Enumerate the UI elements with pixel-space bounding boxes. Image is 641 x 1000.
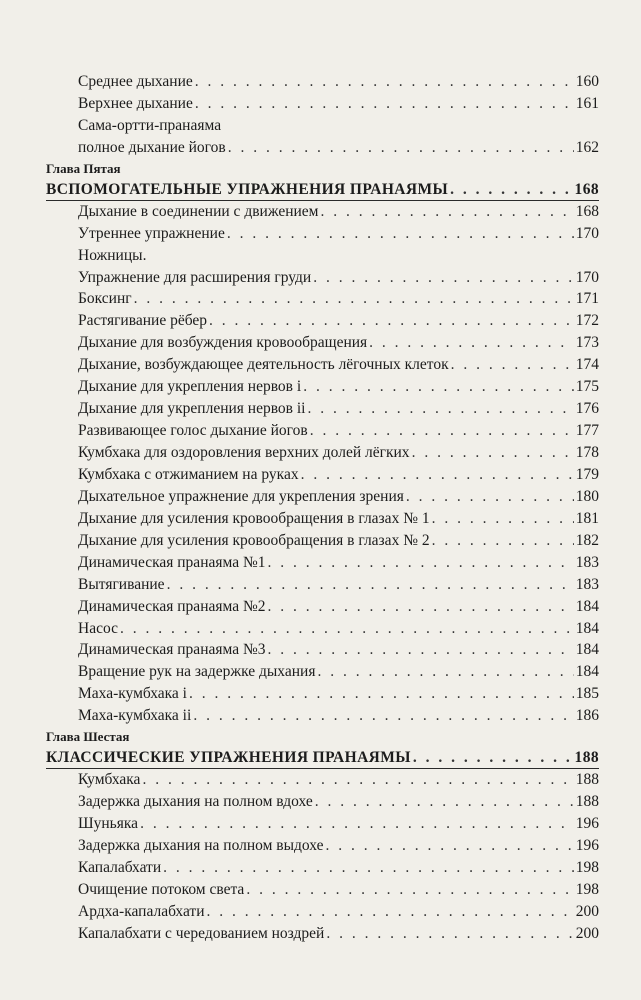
entry-title: Задержка дыхания на полном вдохе [78,793,313,811]
toc-entry [0,639,641,661]
dot-leader [227,223,574,245]
page-number: 196 [575,815,599,832]
dot-leader [268,639,574,661]
dot-leader [308,398,574,420]
entry-title: Дыхание для укрепления нервов ii [78,400,306,418]
chapter-heading [0,727,641,747]
page-number: 184 [575,663,599,681]
dot-leader [209,310,574,332]
toc-entry [0,486,641,508]
page-number: 161 [575,94,599,112]
dot-leader [268,552,574,574]
page-number: 176 [575,400,599,418]
toc-entry [0,115,641,137]
dot-leader [268,596,574,618]
entry-title: Кумбхака [78,771,141,789]
toc-entry [0,835,641,857]
entry-title: Дыхание, возбуждающее деятельность лёгочных клеток [78,356,449,374]
entry-title: Дыхание для возбуждения кровообращения [78,334,368,352]
toc-entry [0,661,641,683]
entry-title: Дыхание для укрепления нервов i [78,378,302,396]
page-number: 181 [575,509,599,527]
toc-entry [0,857,641,879]
dot-leader [450,179,572,201]
toc-entry [0,574,641,596]
entry-title: Кумбхака с отжиманием на руках [78,465,299,483]
dot-leader [315,791,574,813]
toc-entry [0,901,641,923]
dot-leader [163,857,574,879]
toc-entry [0,376,641,398]
entry-title: Дыхание в соединении с движением [78,202,319,220]
entry-title: Динамическая пранаяма №3 [78,641,266,659]
toc-entry [0,398,641,420]
dot-leader [120,618,574,640]
page-number: 200 [575,924,599,942]
chapter-heading [0,159,641,179]
entry-title: Капалабхати [78,858,162,876]
entry-title: Среднее дыхание [78,73,193,90]
dot-leader [326,923,573,945]
entry-title: Дыхание для усиления кровообращения в глазах № 2 [78,531,430,549]
toc-entry [0,71,641,93]
toc-entry [0,288,641,310]
page-number: 198 [575,880,599,898]
toc-entry [0,879,641,901]
dot-leader [167,574,574,596]
dot-leader [228,137,574,159]
page-number: 172 [575,312,599,330]
page-number: 171 [575,290,599,308]
entry-title: Растягивание рёбер [78,312,208,330]
toc-entry [0,137,641,159]
entry-title: Сама-ортти-пранаяма [78,116,222,134]
entry-title: полное дыхание йогов [78,138,226,156]
page-number: 183 [575,575,599,593]
page-number: 178 [575,444,599,461]
toc-entry [0,530,641,552]
entry-title: Очищение потоком света [78,880,245,898]
page-number: 170 [575,224,599,242]
dot-leader [310,420,574,442]
entry-title: Дыхательное упражнение для укрепления зрения [78,487,404,505]
dot-leader [412,442,574,464]
dot-leader [195,71,574,93]
page-number: 182 [575,531,599,549]
entry-title: Ножницы. [78,246,147,264]
page-number: 177 [575,422,599,440]
dot-leader [326,835,574,857]
entry-title: Упражнение для расширения груди [78,268,312,286]
toc-entry [0,201,641,223]
entry-title: Дыхание для усиления кровообращения в глазах № 1 [78,509,430,527]
dot-leader [432,508,574,530]
toc-entry [0,420,641,442]
toc-entry [0,813,641,835]
entry-title: Ардха-капалабхати [78,902,205,920]
toc-entry [0,93,641,115]
toc-entry [0,354,641,376]
entry-title: Верхнее дыхание [78,94,193,112]
entry-title: КЛАССИЧЕСКИЕ УПРАЖНЕНИЯ ПРАНАЯМЫ [46,749,411,767]
dot-leader [451,354,574,376]
page-number: 160 [575,73,599,90]
toc-entry [0,791,641,813]
dot-leader [432,530,574,552]
toc-entry [0,464,641,486]
page-number: 179 [575,465,599,483]
entry-title: Динамическая пранаяма №2 [78,597,266,615]
toc-entry [0,267,641,289]
page-number: 174 [575,356,599,374]
toc-entry [0,683,641,705]
page-number: 162 [575,138,599,156]
entry-title: Шуньяка [78,815,139,832]
entry-title: Маха-кумбхака ii [78,707,192,725]
toc-entry [0,923,641,945]
entry-title: Глава Шестая [46,729,130,745]
toc-entry [0,618,641,640]
page-number: 188 [575,793,599,811]
dot-leader [313,267,574,289]
toc-entry [0,769,641,791]
toc-entry [0,596,641,618]
entry-title: Маха-кумбхака i [78,685,187,703]
dot-leader [142,769,573,791]
page-number: 170 [575,268,599,286]
page-number: 168 [575,202,599,220]
page-number: 200 [575,902,599,920]
toc-entry [0,508,641,530]
page-number: 196 [575,836,599,854]
table-of-contents [0,71,641,945]
toc-entry [0,442,641,464]
entry-title: Боксинг [78,290,132,308]
page-number: 188 [575,771,599,789]
dot-leader [193,705,573,727]
entry-title: Динамическая пранаяма №1 [78,553,266,571]
dot-leader [195,93,574,115]
dot-leader [320,201,573,223]
page-number: 184 [575,597,599,615]
toc-entry [0,245,641,267]
dot-leader [317,661,573,683]
page-number: 173 [575,334,599,352]
dot-leader [413,747,573,769]
dot-leader [369,332,574,354]
page-number: 185 [575,685,599,703]
entry-title: Вытягивание [78,575,165,593]
page-number: 183 [575,553,599,571]
dot-leader [189,683,574,705]
dot-leader [246,879,573,901]
entry-title: Насос [78,619,118,637]
section-entry [0,747,641,769]
toc-entry [0,332,641,354]
entry-title: Утреннее упражнение [78,224,225,242]
entry-title: Развивающее голос дыхание йогов [78,422,308,440]
page-number: 180 [575,487,599,505]
page-number: 184 [575,641,599,659]
entry-title: ВСПОМОГАТЕЛЬНЫЕ УПРАЖНЕНИЯ ПРАНАЯМЫ [46,180,449,198]
page-number: 168 [574,180,599,198]
entry-title: Глава Пятая [46,160,121,176]
entry-title: Кумбхака для оздоровления верхних долей лёгких [78,444,410,461]
entry-title: Капалабхати с чередованием ноздрей [78,924,325,942]
toc-entry [0,310,641,332]
toc-entry [0,552,641,574]
page-number: 184 [575,619,599,637]
page-number: 175 [575,378,599,396]
dot-leader [134,288,574,310]
page-number: 186 [575,707,599,725]
dot-leader [140,813,574,835]
page-number: 188 [574,749,599,767]
dot-leader [301,464,574,486]
dot-leader [207,901,574,923]
dot-leader [303,376,574,398]
dot-leader [406,486,574,508]
page-number: 198 [575,858,599,876]
section-entry [0,179,641,201]
toc-entry [0,223,641,245]
toc-entry [0,705,641,727]
entry-title: Задержка дыхания на полном выдохе [78,836,324,854]
entry-title: Вращение рук на задержке дыхания [78,663,316,681]
